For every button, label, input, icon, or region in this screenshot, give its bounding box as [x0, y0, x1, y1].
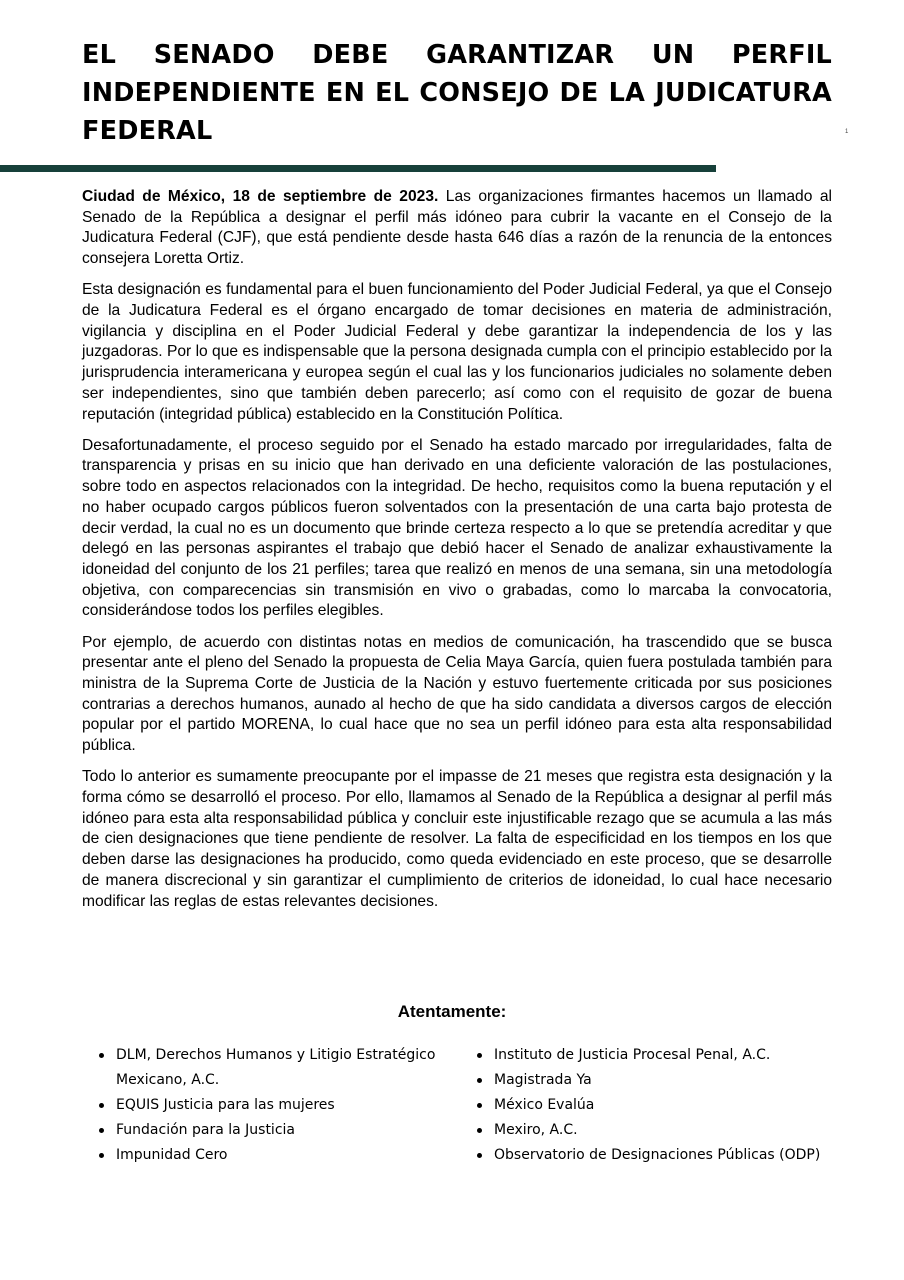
paragraph-1-text: Las organizaciones firmantes hacemos un llamado al Senado de la República a designar el perfil más idóneo para cubrir la vacante en el Consejo de la Judicatura Federal (CJF), que está pendiente desde hasta 646 días a razón de la renuncia de la entonces consejera Loretta Ortiz. — [82, 188, 832, 268]
signatory-item: Observatorio de Designaciones Públicas (ODP) — [460, 1143, 880, 1168]
signatories-right-list — [460, 1043, 880, 1168]
paragraph-4: Por ejemplo, de acuerdo con distintas notas en medios de comunicación, ha trascendido que se busca presentar ante el pleno del Senado la propuesta de Celia Maya García, quien fuera postulada también para ministra de la Suprema Corte de Justicia de la Nación y estuvo fuertemente criticada por sus posiciones contrarias a derechos humanos, aunado al hecho de que ha sido candidata a diversos cargos de elección popular por el partido MORENA, lo cual hace que no sea un perfil idóneo para esta alta responsabilidad pública. — [82, 633, 832, 755]
signatory-item: DLM, Derechos Humanos y Litigio Estratégico Mexicano, A.C. — [82, 1043, 452, 1093]
paragraph-1 — [82, 187, 832, 270]
signatories-left-list — [82, 1043, 452, 1168]
document-body — [82, 187, 832, 923]
paragraph-2: Esta designación es fundamental para el buen funcionamiento del Poder Judicial Federal, ya que el Consejo de la Judicatura Federal es el órgano encargado de tomar decisiones en materia de administración, vigilancia y disciplina en el Poder Judicial Federal y debe garantizar la independencia de los y las juzgadoras. Por lo que es indispensable que la persona designada cumpla con el principio establecido por la jurisprudencia interamericana y europea según el cual las y los funcionarios judiciales no solamente deben ser independientes, sino que también deben parecerlo; así como con el requisito de gozar de buena reputación (integridad pública) establecido en la Constitución Política. — [82, 281, 832, 423]
signatory-item: Fundación para la Justicia — [82, 1118, 452, 1143]
signatory-item: Mexiro, A.C. — [460, 1118, 880, 1143]
title-divider — [0, 165, 716, 172]
signatory-item: Impunidad Cero — [82, 1143, 452, 1168]
signatory-item: Instituto de Justicia Procesal Penal, A.C. — [460, 1043, 880, 1068]
signatory-item: EQUIS Justicia para las mujeres — [82, 1093, 452, 1118]
paragraph-3: Desafortunadamente, el proceso seguido por el Senado ha estado marcado por irregularidades, falta de transparencia y prisas en su inicio que han derivado en una deficiente valoración de las postulaciones, sobre todo en aspectos relacionados con la integridad. De hecho, requisitos como la buena reputación y el no haber ocupado cargos públicos fueron solventados con la presentación de una carta bajo protesta de decir verdad, la cual no es un documento que brinde certeza respecto a lo que se pretendía acreditar y que delegó en las personas aspirantes el trabajo que debió hacer el Senado de analizar exhaustivamente la idoneidad del conjunto de los 21 perfiles; tarea que realizó en menos de una semana, sin una metodología objetiva, con comparecencias sin transmisión en vivo o grabadas, como lo marcaba la convocatoria, considerándose todos los perfiles elegibles. — [82, 436, 832, 620]
signatory-item: México Evalúa — [460, 1093, 880, 1118]
signatory-item: Magistrada Ya — [460, 1068, 880, 1093]
page-mark: 1 — [845, 129, 849, 135]
dateline: Ciudad de México, 18 de septiembre de 2023. — [82, 188, 439, 205]
document-title: EL SENADO DEBE GARANTIZAR UN PERFIL INDEPENDIENTE EN EL CONSEJO DE LA JUDICATURA FEDERAL — [82, 40, 832, 146]
paragraph-5: Todo lo anterior es sumamente preocupante por el impasse de 21 meses que registra esta designación y la forma cómo se desarrolló el proceso. Por ello, llamamos al Senado de la República a designar al perfil más idóneo para esta alta responsabilidad pública y concluir este injustificable rezago que se acumula a las más de cien designaciones que tiene pendiente de resolver. La falta de especificidad en los tiempos en los que deben darse las designaciones ha producido, como queda evidenciado en este proceso, que se desarrolle de manera discrecional y sin garantizar el cumplimiento de criterios de idoneidad, lo cual hace necesario modificar las reglas de estas relevantes decisiones. — [82, 768, 832, 910]
signoff: Atentamente: — [397, 1002, 507, 1021]
